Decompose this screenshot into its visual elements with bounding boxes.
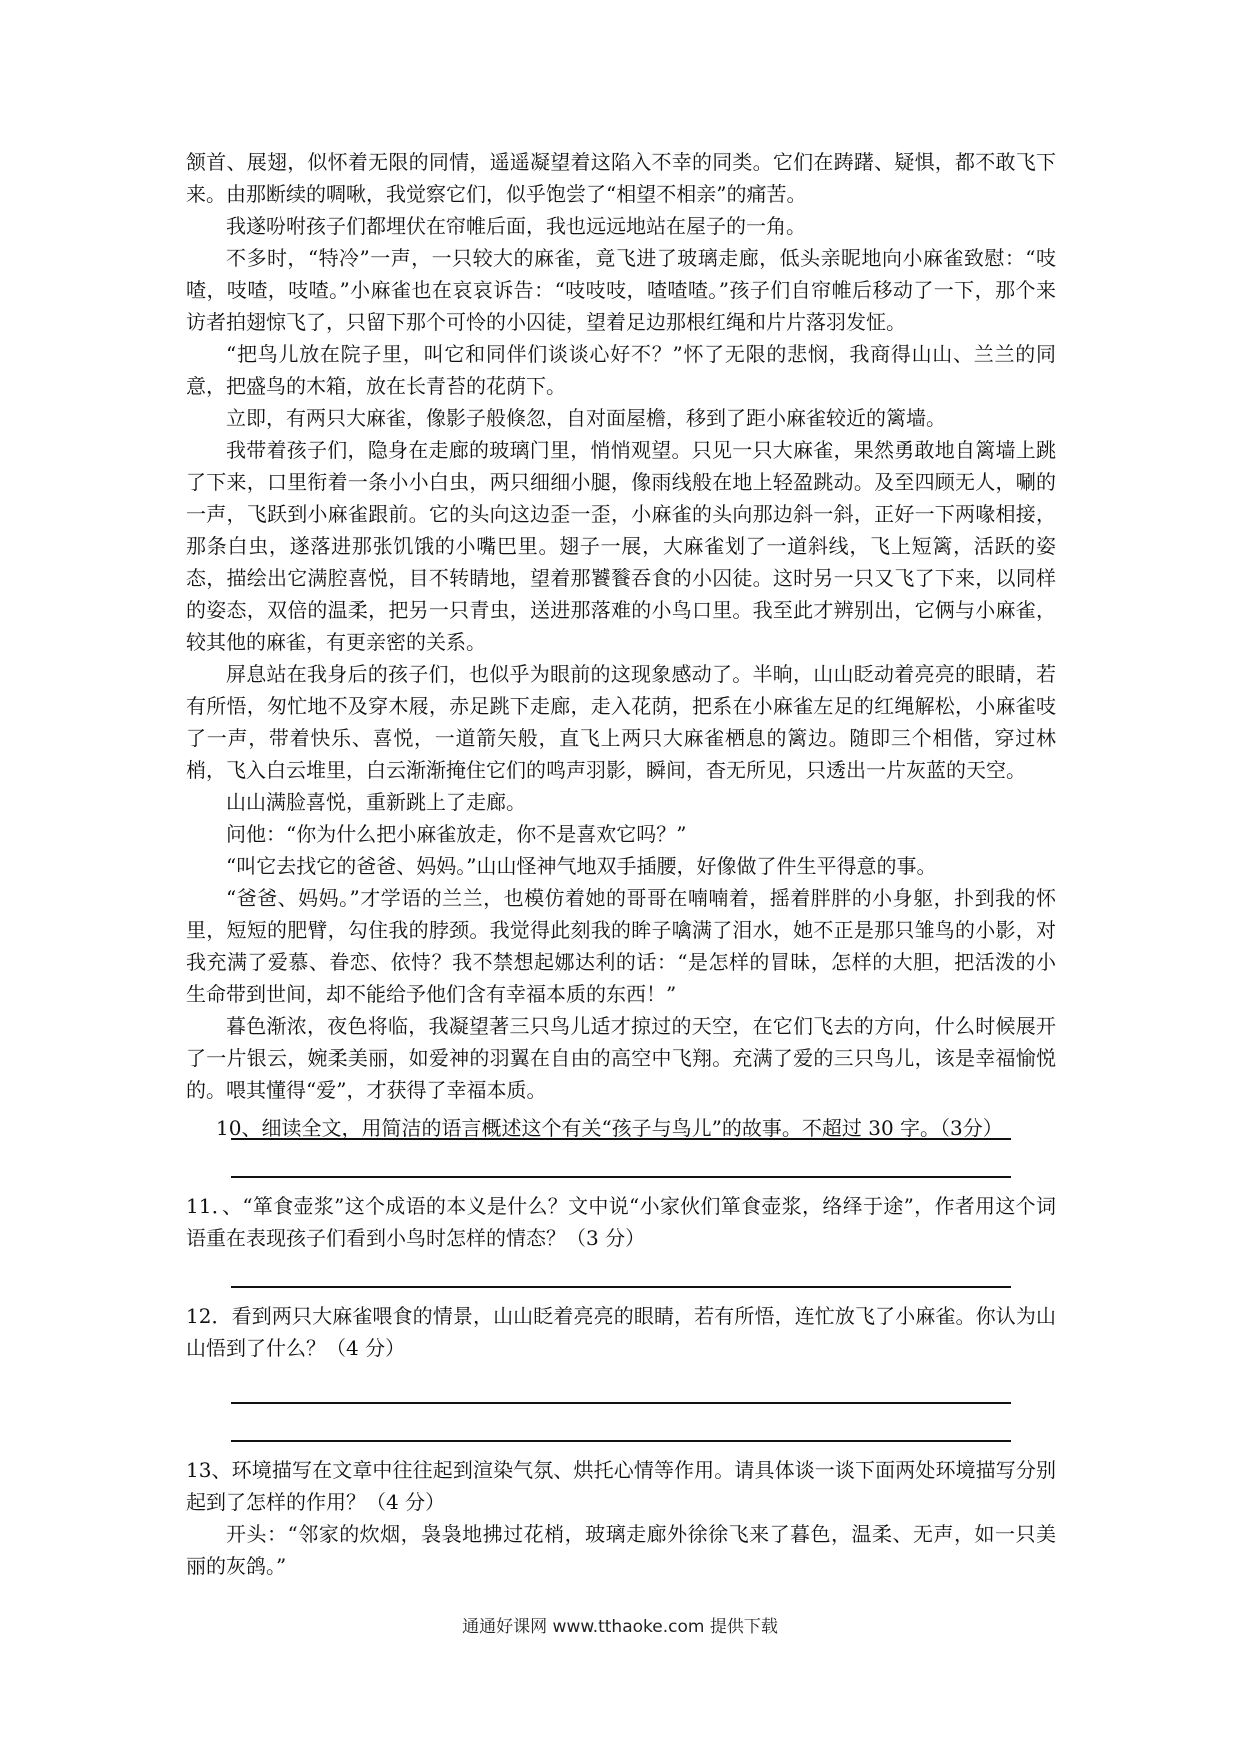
story-paragraph: 颔首、展翅，似怀着无限的同情，遥遥凝望着这陷入不幸的同类。它们在踌躇、疑惧，都不敢飞下来。由那断续的啁啾，我觉察它们，似乎饱尝了“相望不相亲”的痛苦。: [186, 150, 1056, 206]
question-13-text: 13、环境描写在文章中往往起到渲染气氛、烘托心情等作用。请具体谈一谈下面两处环境描写分别起到了怎样的作用？（4 分）: [186, 1458, 1056, 1514]
document-page: [186, 146, 1056, 1582]
story-paragraph: 立即，有两只大麻雀，像影子般倏忽，自对面屋檐，移到了距小麻雀较近的篱墙。: [226, 406, 946, 430]
story-text: [186, 146, 1056, 1106]
story-paragraph: 不多时，“特冷”一声，一只较大的麻雀，竟飞进了玻璃走廊，低头亲昵地向小麻雀致慰：“吱喳，吱喳，吱喳。”小麻雀也在哀哀诉告：“吱吱吱，喳喳喳。”孩子们自帘帷后移动了一下，那个来访者拍翅惊飞了，只留下那个可怜的小囚徒，望着足边那根红绳和片片落羽发怔。: [186, 246, 1056, 334]
story-paragraph: 问他：“你为什么把小麻雀放走，你不是喜欢它吗？”: [226, 822, 687, 846]
story-paragraph: 屏息站在我身后的孩子们，也似乎为眼前的这现象感动了。半晌，山山眨动着亮亮的眼睛，若有所悟，匆忙地不及穿木屐，赤足跳下走廊，走入花荫，把系在小麻雀左足的红绳解松，小麻雀吱了一声，带着快乐、喜悦，一道箭矢般，直飞上两只大麻雀栖息的篱边。随即三个相偕，穿过林梢，飞入白云堆里，白云渐渐掩住它们的鸣声羽影，瞬间，杳无所见，只透出一片灰蓝的天空。: [186, 662, 1056, 782]
answer-line[interactable]: [231, 1440, 1011, 1442]
story-paragraph: 我遂吩咐孩子们都埋伏在帘帷后面，我也远远地站在屋子的一角。: [226, 214, 806, 238]
story-paragraph: 山山满脸喜悦，重新跳上了走廊。: [226, 790, 526, 814]
page-footer: 通通好课网 www.tthaoke.com 提供下载: [462, 1617, 778, 1637]
question-12-text: 12．看到两只大麻雀喂食的情景，山山眨着亮亮的眼睛，若有所悟，连忙放飞了小麻雀。你认为山山悟到了什么？（4 分）: [186, 1304, 1056, 1360]
story-paragraph: 暮色渐浓，夜色将临，我凝望著三只鸟儿适才掠过的天空，在它们飞去的方向，什么时候展开了一片银云，婉柔美丽，如爱神的羽翼在自由的高空中飞翔。充满了爱的三只鸟儿，该是幸福愉悦的。喂其懂得“爱”，才获得了幸福本质。: [186, 1014, 1056, 1102]
question-10: [186, 1112, 1056, 1178]
story-paragraph: “叫它去找它的爸爸、妈妈。”山山怪神气地双手插腰，好像做了件生平得意的事。: [226, 854, 937, 878]
question-11: [186, 1190, 1056, 1288]
story-paragraph: “把鸟儿放在院子里，叫它和同伴们谈谈心好不？”怀了无限的悲悯，我商得山山、兰兰的同意，把盛鸟的木箱，放在长青苔的花荫下。: [186, 342, 1056, 398]
answer-line[interactable]: [231, 1402, 1011, 1404]
question-11-text: 11．、“箪食壶浆”这个成语的本义是什么？文中说“小家伙们箪食壶浆，络绎于途”，作者用这个词语重在表现孩子们看到小鸟时怎样的情态？（3 分）: [186, 1194, 1056, 1250]
question-10-text: 10、细读全文，用简洁的语言概述这个有关“孩子与鸟儿”的故事。不超过 30 字。（3分）: [216, 1116, 1003, 1140]
answer-line[interactable]: [231, 1286, 1011, 1288]
question-13: [186, 1454, 1056, 1582]
story-paragraph: “爸爸、妈妈。”才学语的兰兰，也模仿着她的哥哥在喃喃着，摇着胖胖的小身躯，扑到我的怀里，短短的肥臂，勾住我的脖颈。我觉得此刻我的眸子噙满了泪水，她不正是那只雏鸟的小影，对我充满了爱慕、眷恋、依恃？我不禁想起娜达利的话：“是怎样的冒昧，怎样的大胆，把活泼的小生命带到世间，却不能给予他们含有幸福本质的东西！”: [186, 886, 1056, 1006]
answer-line[interactable]: [231, 1176, 1011, 1178]
story-paragraph: 我带着孩子们，隐身在走廊的玻璃门里，悄悄观望。只见一只大麻雀，果然勇敢地自篱墙上跳了下来，口里衔着一条小小白虫，两只细细小腿，像雨线般在地上轻盈跳动。及至四顾无人，唰的一声，飞跃到小麻雀跟前。它的头向这边歪一歪，小麻雀的头向那边斜一斜，正好一下两喙相接，那条白虫，遂落进那张饥饿的小嘴巴里。翅子一展，大麻雀划了一道斜线，飞上短篱，活跃的姿态，描绘出它满腔喜悦，目不转睛地，望着那饕餮吞食的小囚徒。这时另一只又飞了下来，以同样的姿态，双倍的温柔，把另一只青虫，送进那落难的小鸟口里。我至此才辨别出，它俩与小麻雀，较其他的麻雀，有更亲密的关系。: [186, 438, 1056, 654]
question-13-quote: 开头：“邻家的炊烟，袅袅地拂过花梢，玻璃走廊外徐徐飞来了暮色，温柔、无声，如一只美丽的灰鸽。”: [186, 1522, 1056, 1578]
question-12: [186, 1300, 1056, 1442]
